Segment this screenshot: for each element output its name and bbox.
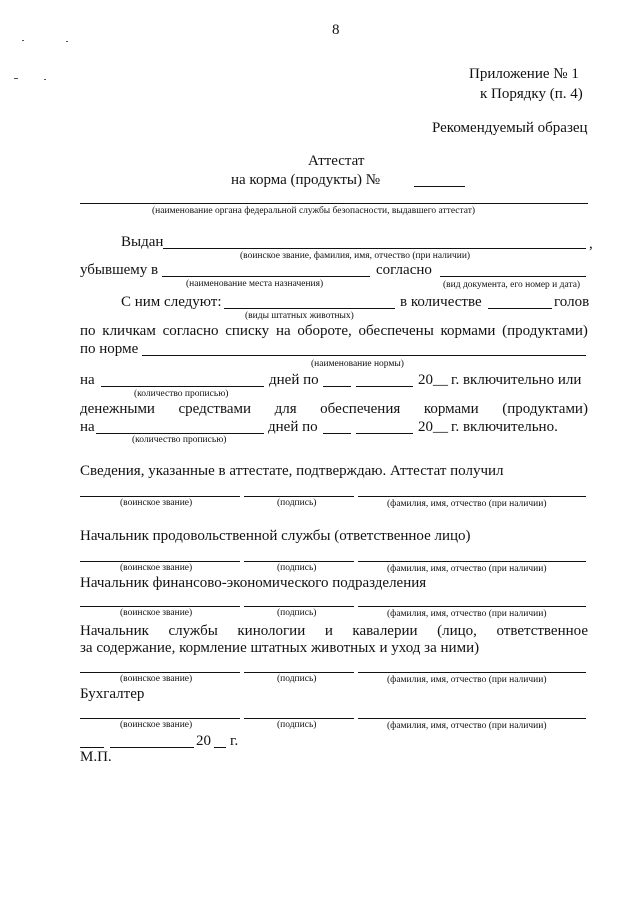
rank-caption: (воинское звание) [120,674,193,684]
word: обеспечены [358,323,434,339]
word: для [274,401,297,417]
days-quantity-line [96,433,264,434]
signature-caption: (подпись) [277,563,317,573]
date-year: 20 [196,733,211,749]
rank-line [80,606,240,607]
word: по [80,323,96,339]
word: денежными [80,401,155,417]
cynology-head-line1 [80,624,588,639]
year-label: 20__ [418,372,448,388]
by-norm-label: по норме [80,341,139,357]
date-suffix: г. [230,733,239,749]
full-name-caption: (фамилия, имя, отчество (при наличии) [387,499,547,509]
full-name-caption: (фамилия, имя, отчество (при наличии) [387,675,547,685]
signature-line [244,606,354,607]
word: списку [225,323,270,339]
heads-count-line [488,308,552,309]
sample-note: Рекомендуемый образец [432,120,588,136]
norm-line [142,355,586,356]
rank-caption: (воинское звание) [120,563,193,573]
day-line [323,433,351,434]
year-label: 20__ [418,419,448,435]
word: (продуктами) [502,401,588,417]
certificate-number-line [414,186,465,187]
word: согласно [162,323,219,339]
days-quantity-line [101,386,264,387]
word: ответственное [496,623,588,639]
signature-line [244,496,354,497]
rank-caption: (воинское звание) [120,608,193,618]
for-label: на [80,419,95,435]
signature-line [244,672,354,673]
inclusive-or-label: г. включительно или [451,372,582,388]
word: средствами [178,401,252,417]
signature-caption: (подпись) [277,608,317,618]
departed-to-label: убывшему в [80,262,159,278]
finance-head: Начальник финансово-экономического подразделения [80,575,427,591]
word: (лицо, [437,623,477,639]
word: обеспечения [320,401,401,417]
norm-caption: (наименование нормы) [311,359,404,369]
signature-line [244,718,354,719]
issued-to-line [163,248,586,249]
cynology-head-line2: за содержание, кормление штатных животных и уход за ними) [80,640,480,656]
destination-line [162,276,370,277]
rank-line [80,672,240,673]
rank-caption: (воинское звание) [120,720,193,730]
signature-caption: (подпись) [277,498,317,508]
date-year-line [214,747,226,748]
in-quantity-label: в количестве [400,294,482,310]
word: кормами [423,401,479,417]
word: обороте, [297,323,352,339]
page-number: 8 [332,22,340,38]
issuing-body-line [80,203,588,204]
full-name-line [358,496,586,497]
document-line [440,276,586,277]
rank-line [80,561,240,562]
word: на [275,323,291,339]
word: кавалерии [352,623,418,639]
month-line [356,386,413,387]
confirmation-text: Сведения, указанные в аттестате, подтверждаю. Аттестат получил [80,463,504,479]
animals-line [224,308,395,309]
days-from-label: дней по [269,372,319,388]
comma: , [589,236,593,252]
document-title: Аттестат [308,153,365,169]
scan-speck [44,79,46,80]
scan-speck [22,40,24,41]
scan-speck [14,78,18,79]
document-subtitle: на корма (продукты) № [231,172,381,188]
quantity-words-caption: (количество прописью) [134,389,229,399]
inclusive-label: г. включительно. [451,419,558,435]
date-month-line [110,747,194,748]
full-name-line [358,718,586,719]
full-name-line [358,672,586,673]
animals-caption: (виды штатных животных) [245,311,354,321]
order-reference: к Порядку (п. 4) [480,86,583,102]
full-name-caption: (фамилия, имя, отчество (при наличии) [387,721,547,731]
food-service-head: Начальник продовольственной службы (ответственное лицо) [80,528,471,544]
for-label: на [80,372,95,388]
date-day-line [80,747,104,748]
appendix-number: Приложение № 1 [469,66,579,82]
accountant-label: Бухгалтер [80,686,145,702]
word: кличкам [102,323,156,339]
word: кинологии [237,623,306,639]
destination-caption: (наименование места назначения) [186,279,324,289]
rank-name-caption: (воинское звание, фамилия, имя, отчество (при наличии) [240,251,471,261]
word: кормами [440,323,496,339]
month-line [356,433,413,434]
quantity-words-caption: (количество прописью) [132,435,227,445]
rank-caption: (воинское звание) [120,498,193,508]
full-name-caption: (фамилия, имя, отчество (при наличии) [387,564,547,574]
day-line [323,386,351,387]
signature-caption: (подпись) [277,720,317,730]
money-line [80,402,588,417]
word: службы [168,623,218,639]
full-name-line [358,561,586,562]
signature-line [244,561,354,562]
rank-line [80,718,240,719]
days-from-label: дней по [268,419,318,435]
full-name-caption: (фамилия, имя, отчество (при наличии) [387,609,547,619]
heads-label: голов [554,294,590,310]
followed-by-label: С ним следуют: [121,294,222,310]
issued-to-label: Выдан [121,234,164,250]
nicknames-line [80,324,588,339]
according-to-label: согласно [376,262,432,278]
signature-caption: (подпись) [277,674,317,684]
word: (продуктами) [502,323,588,339]
full-name-line [358,606,586,607]
document-caption: (вид документа, его номер и дата) [443,280,581,290]
issuing-body-caption: (наименование органа федеральной службы безопасности, выдавшего аттестат) [152,206,476,216]
scan-speck [66,41,68,42]
word: и [324,623,333,639]
stamp-place: М.П. [80,749,112,765]
rank-line [80,496,240,497]
word: Начальник [80,623,149,639]
